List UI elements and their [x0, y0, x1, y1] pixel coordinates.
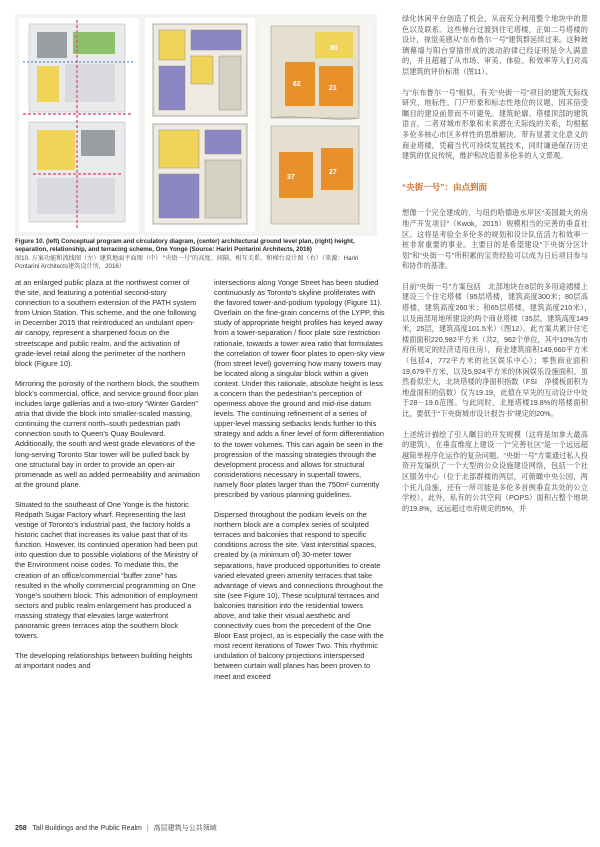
figure-caption-en: Figure 10. (left) Conceptual program and circulatory diagram, (center) architectural ground level plan, (right) height, separation, relationship, and terracing scheme, One Yonge (Source: Hariri Pontarini Architects, 2016) — [15, 238, 355, 253]
section-heading: “央街一号”：由点到面 — [402, 181, 488, 192]
figure-caption-zh: 图10. 方案功能和流线图（左）建筑地面平面图（中） “央街一号”的高度、间隔、相互关系、和梯台设计图（右）（来源：Hariri Pontarini Architects建筑设计所，2016） — [15, 255, 359, 270]
english-column-2 — [214, 278, 386, 692]
page-number: 258 — [15, 825, 27, 832]
page-footer — [15, 823, 217, 833]
paragraph: Dispersed throughout the podium levels on the northern block are a complex series of sculpted terraces and balconies that respond to specific conditions across the site. Vast interstitial spaces, created by (a minimum of) 30-meter tower separations, have produced opportunities to create varied elevated green amenity terraces that take advantage of views and connections throughout the site (see Figure 10). These sculptural terraces and balconies transition into the residential towers above, and take their visual aesthetic and connectivity cues from the precedent of the One Bloor East project, as is especially the case with the most recent iterations of Tower Two. This rhythmic undulation of balcony projections interspersed between curtain wall planes has been proven to meet and exceed — [214, 510, 384, 681]
paragraph: 想像一个完全建成的、与纽约哈德逊水岸区“美国最大的房地产开发项目”（Kwok，2015）规模相当的完善的垂直社区。这将是考验全多伦多的规划和设计队伍活力和效率一桩非常重要的事业。主要目的是希望建设“下央街分区计划”和“央街一号”所积累的宝贵经验可以成为日后项目参与和协作的基准。 — [402, 208, 588, 271]
figure-10 — [15, 14, 377, 236]
paragraph: at an enlarged public plaza at the northwest corner of the site, and featuring a potential second-story connection to a southern extension of the PATH system from Union Station. This scheme, and the one following in December 2015 that reintroduced an undulant open-air canopy, represent a sharpened focus on the streetscape and public realm, and the activation of grade-level retail along the perimeter of the northern block (Figure 10). — [15, 278, 197, 368]
chinese-column — [402, 14, 596, 524]
plan-label-62: 62 — [293, 81, 301, 88]
plan-label-21: 21 — [329, 85, 337, 92]
height-terracing-scheme — [261, 18, 373, 232]
running-title-en: Tall Buildings and the Public Realm — [32, 825, 142, 832]
paragraph: Mirroring the porosity of the northern block, the southern block's commercial, office, and service ground floor plan includes large gallerias and a two-story “Winter Garden” atria that divide the block into smaller-scaled massing, continuing the current north–south pedestrian path connection south to Queen's Quay Boulevard. Additionally, the south and west grade elevations of the long-serving Toronto Star tower will be pulled back by one structural bay in order to provide an open-air promenade as well as added permeability and animation at the ground plane. — [15, 378, 200, 489]
english-column-1 — [15, 278, 200, 681]
figure-10-drawings — [15, 14, 377, 236]
ground-level-plan — [145, 18, 255, 232]
running-title-zh: 高层建筑与公共领域 — [153, 825, 217, 832]
program-circulation-diagram — [19, 18, 139, 232]
footer-separator: | — [146, 825, 149, 832]
paragraph: 上述统计描绘了引人瞩目的开发规模（这将是加拿大最高的建筑），在垂直维度上建设一个“完善社区”是一个远远超越简单程序化运作的复杂问题。“央街一号”方案通过私人投资开发编织了一个大型的公众设施建设网络，包括一个社区服务中心（位于北部群楼的两层，可俯瞰中央公园，两个托儿设施，还有一所可能是多伦多首例垂直共处的公立学校）。此外，私有的公共空间（POPS）面积占整个地块的19.8%，远远超过市府规定的5%，并 — [402, 429, 588, 513]
paragraph: Situated to the southeast of One Yonge is the historic Redpath Sugar Factory wharf. Representing the last vestige of Toronto's industrial past, the factory holds a historic cachet that increases its value past that of its function. However, its continued operation had been put into question due to possible violations of the Ministry of the Environment noise codes. To mediate this, the creation of an office/commercial “buffer zone” has resulted in the wholly commercial programming on One Yonge's southern block. This admonition of employment sectors and public realm enlargement has produced a massing strategy that elevates large waterfront panoramic green terraces atop the southern block towers. — [15, 499, 198, 641]
plan-label-80: 80 — [330, 45, 338, 52]
paragraph: 目前“央街一号”方案包括 北部地块在8层的多用途裙楼上建设三个住宅塔楼（95层塔楼，建筑高度300米；80层高塔楼，建筑高度260米；和65层塔楼，建筑高度210米）， 以及南部用地所建设的两个商业塔楼（35层，建筑高度149米，25层，建筑高度101.5米）（图12）。此方案共累计住宅楼面面积220,982平方米（共2，962个单位，其中10%为市府所规定的经济适用住房），商业建筑面积149,660平方米（包括4，772平方米的社区娱乐中心）；零售商业面积19,679平方米，以及5,924平方米的休闲娱乐设施面积。虽然看似宏大，北块塔楼的净面积指数（FSI 净楼板面积为地盘面积的倍数）仅为19.19，此值在早先的互动设计中处于28－19.6范围。与此同时，北厘塔楼19.8%的塔楼面积比，要低于“下央街城市设计报告书”规定的20%。 — [402, 281, 596, 418]
paragraph: intersections along Yonge Street has been studied continuously as Toronto's skyline proliferates with the favored tower-and-podium typology (Figure 11). Overlain on the fine-grain concerns of the LYPP, this study of appropriate height profiles has keyed away from a tower-separation / floor plate size restriction rationale, towards a tower area ratio that formulates the correlation of tower floor plates to open-sky view (from street level) governing how many towers may be located along a singular block within a given context. Under this rationale, absolute height is less a concern than the pedestrian's perception of openness above the ground and mid-rise datum levels. The continuing refinement of a series of upper-level massing setbacks lends further to this strategy and adds a finer level of form differentiation to the tower volumes. This can again be seen in the progression of the massing strategies through the development process and allows for structural considerations necessary in supertall towers, namely floor plates larger than the 750m² currently prescribed by various planning guidelines. — [214, 278, 385, 499]
paragraph: The developing relationships between building heights at important nodes and — [15, 651, 193, 671]
paragraph: 绿化休闲平台创造了机会，从而充分利用整个地块中的景色以及联系。这些梯台过渡到住宅塔楼，正如二号塔楼的设计，视觉美感从“东布鲁尔一号”建筑群延续过来。这种玻璃幕墙与阳台穿插形成的波动韵律已经证明是令人满意的，并且超越了从市场、审美、体验、和效率等人们对高层建筑的评价标准（图11）。 — [402, 14, 588, 76]
plan-label-27: 27 — [329, 169, 337, 176]
paragraph: 与“东布鲁尔一号”相似，有关“央街一号”项目的建筑天际线研究、地标性、门户形象和标志性地位的议题，因其倍受瞩目的建设前景而不可避免。建筑轮廓、塔楼顶部的建筑语言，二者对城市形象和未来潜在天际线的关系，均根据多伦多核心市区多样性的思维解决。带有显著文化意义的商业塔楼，凭藉当代可持续发展技术，同时谦逊保存历史建筑的优良传统，维护和改造着多伦多的人文景观。 — [402, 87, 588, 161]
plan-label-37: 37 — [287, 174, 295, 181]
